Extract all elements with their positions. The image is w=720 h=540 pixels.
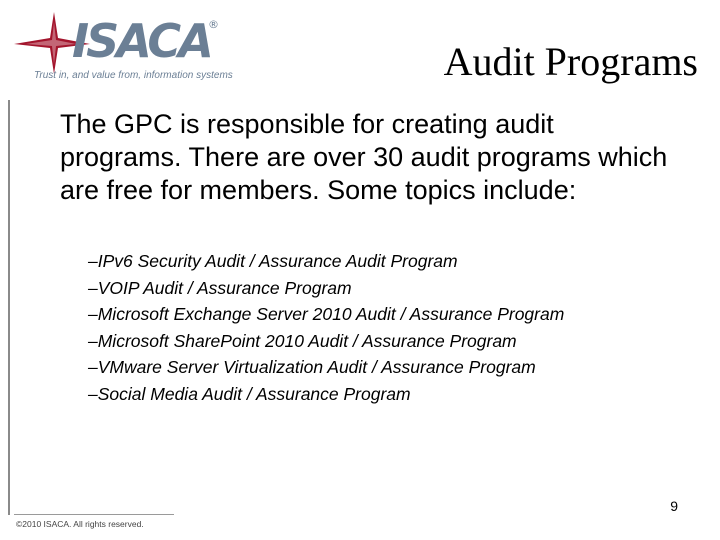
page-number: 9 (670, 498, 678, 514)
logo-wordmark: ISACA (72, 14, 211, 68)
registered-mark: ® (208, 18, 219, 31)
footer-divider (14, 514, 174, 515)
list-item: –IPv6 Security Audit / Assurance Audit Program (88, 251, 458, 271)
list-item: –Social Media Audit / Assurance Program (88, 383, 411, 404)
intro-paragraph: The GPC is responsible for creating audit programs. There are over 30 audit programs which are free for members. Some topics include: (60, 109, 668, 205)
list-item: –VOIP Audit / Assurance Program (88, 277, 352, 298)
left-divider (8, 100, 10, 515)
list-item: –Microsoft Exchange Server 2010 Audit / Assurance Program (88, 304, 565, 324)
logo-tagline: Trust in, and value from, information systems (34, 70, 233, 81)
slide-title: Audit Programs (443, 39, 698, 84)
isaca-logo (12, 8, 242, 86)
topic-list (88, 248, 564, 407)
list-item: –Microsoft SharePoint 2010 Audit / Assurance Program (88, 330, 517, 351)
copyright-notice: ©2010 ISACA. All rights reserved. (16, 519, 144, 529)
list-item: –VMware Server Virtualization Audit / Assurance Program (88, 357, 536, 377)
